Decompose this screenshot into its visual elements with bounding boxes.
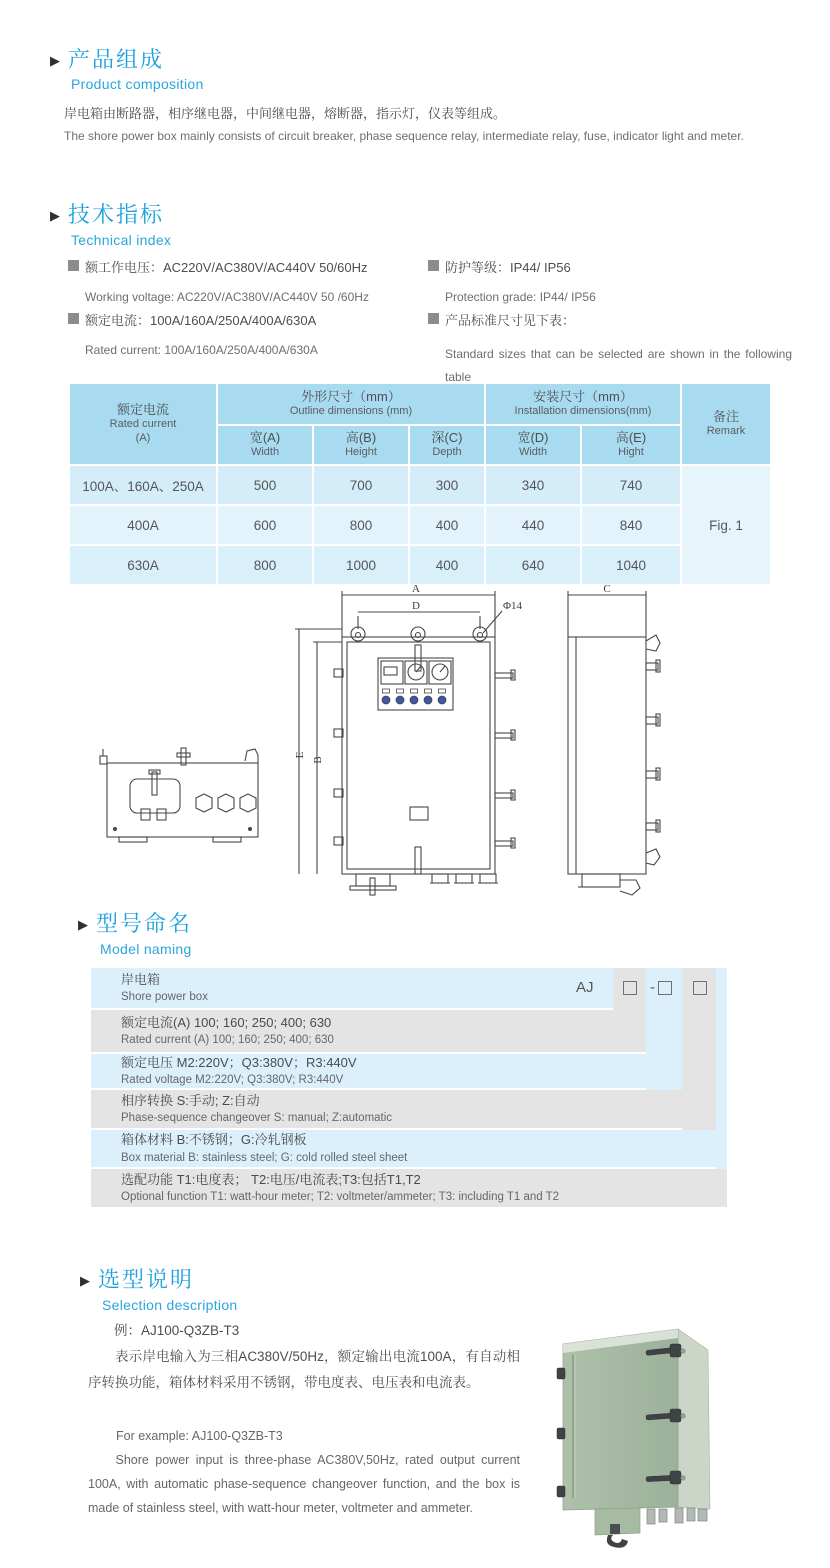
col-header-installation-dimensions: 安装尺寸（mm） Installation dimensions(mm) — [486, 384, 680, 424]
spec-cn: 额工作电压：AC220V/AC380V/AC440V 50/60Hz — [85, 260, 368, 275]
table-row: 100A、160A、250A 500 700 300 340 740 Fig. 1 — [70, 466, 770, 504]
section-model-naming-header — [78, 912, 192, 936]
bottom-view-drawing — [95, 745, 280, 890]
naming-row-rated-current: 额定电流(A) 100; 160; 250; 400; 630 Rated current (A) 100; 160; 250; 400; 630 — [91, 1010, 646, 1052]
subcol-depth-c: 深(C) Depth — [410, 426, 484, 464]
dimensions-table — [68, 382, 772, 586]
section-arrow-icon: ▶ — [80, 1273, 90, 1288]
section-arrow-icon: ▶ — [50, 53, 60, 68]
col-header-rated-current: 额定电流 Rated current (A) — [70, 384, 216, 464]
naming-row-rated-voltage: 额定电压 M2:220V；Q3:380V；R3:440V Rated voltage M2:220V; Q3:380V; R3:440V — [91, 1054, 682, 1088]
section-title-en: Product composition — [71, 76, 204, 92]
code-box-icon — [658, 981, 672, 995]
spec-en: Protection grade: IP44/ IP56 — [445, 290, 596, 304]
naming-row-shore-power-box: 岸电箱 Shore power box — [91, 968, 613, 1008]
section-arrow-icon: ▶ — [78, 917, 88, 932]
section-product-composition-header — [50, 48, 164, 72]
dim-label-e: E — [294, 751, 306, 759]
code-dash: - — [650, 979, 655, 996]
side-view-drawing — [548, 585, 698, 897]
subcol-height-e: 高(E) Hight — [582, 426, 680, 464]
subcol-width-d: 宽(D) Width — [486, 426, 580, 464]
code-box-icon — [693, 981, 707, 995]
naming-row-phase-changeover: 相序转换 S:手动; Z:自动 Phase-sequence changeover S: manual; Z:automatic — [91, 1090, 716, 1128]
section-selection-description-header — [80, 1268, 194, 1292]
dim-label-a: A — [412, 585, 420, 595]
table-row: 630A 800 1000 400 640 1040 — [70, 546, 770, 584]
section-title-en: Technical index — [71, 232, 172, 248]
spec-rated-current — [68, 310, 316, 329]
product-composition-body-cn: 岸电箱由断路器，相序继电器，中间继电器，熔断器，指示灯，仪表等组成。 — [64, 106, 507, 121]
square-bullet-icon — [68, 260, 79, 271]
spec-en: Standard sizes that can be selected are shown in the following table — [445, 347, 792, 384]
col-header-outline-dimensions: 外形尺寸（mm） Outline dimensions (mm) — [218, 384, 484, 424]
remark-cell: Fig. 1 — [682, 466, 770, 584]
selection-body-cn: 表示岸电输入为三相AC380V/50Hz，额定输出电流100A，有自动相序转换功能，箱体材料采用不锈钢，带电度表、电压表和电流表。 — [88, 1349, 520, 1391]
spec-cn: 产品标准尺寸见下表： — [445, 313, 576, 328]
subcol-width-a: 宽(A) Width — [218, 426, 312, 464]
spec-en: Working voltage: AC220V/AC380V/AC440V 50 /60Hz — [85, 290, 369, 304]
model-code-prefix: AJ — [576, 979, 594, 996]
square-bullet-icon — [428, 313, 439, 324]
spec-protection-grade — [428, 257, 571, 276]
spec-cn: 防护等级：IP44/ IP56 — [445, 260, 571, 275]
section-title-cn: 技术指标 — [68, 202, 165, 227]
naming-row-box-material: 箱体材料 B:不锈钢；G:冷轧钢板 Box material B: stainless steel; G: cold rolled steel sheet — [91, 1130, 727, 1167]
square-bullet-icon — [68, 313, 79, 324]
selection-example-cn: 例：AJ100-Q3ZB-T3 — [114, 1323, 240, 1338]
spec-en: Rated current: 100A/160A/250A/400A/630A — [85, 343, 318, 357]
dim-label-phi14: Φ14 — [503, 600, 523, 612]
naming-row-optional-function: 选配功能 T1:电度表； T2:电压/电流表;T3:包括T1,T2 Optional function T1: watt-hour meter; T2: voltmeter/ammeter; T3: including T1 and T2 — [91, 1169, 727, 1207]
section-title-cn: 产品组成 — [68, 47, 165, 72]
square-bullet-icon — [428, 260, 439, 271]
spec-standard-sizes — [428, 310, 575, 329]
section-technical-index-header — [50, 203, 164, 227]
table-row: 400A 600 800 400 440 840 — [70, 506, 770, 544]
dim-label-c: C — [603, 585, 611, 595]
selection-example-en: For example: AJ100-Q3ZB-T3 — [116, 1429, 283, 1443]
section-title-cn: 选型说明 — [98, 1267, 195, 1292]
section-title-en: Selection description — [102, 1297, 238, 1313]
section-arrow-icon: ▶ — [50, 208, 60, 223]
product-photo — [540, 1292, 830, 1568]
col-header-remark: 备注 Remark — [682, 384, 770, 464]
front-view-drawing — [290, 585, 550, 897]
spec-cn: 额定电流：100A/160A/250A/400A/630A — [85, 313, 317, 328]
spec-working-voltage — [68, 257, 368, 276]
section-title-en: Model naming — [100, 941, 192, 957]
product-composition-body-en: The shore power box mainly consists of circuit breaker, phase sequence relay, intermediate relay, fuse, indicator light and meter. — [64, 129, 744, 143]
section-title-cn: 型号命名 — [96, 911, 193, 936]
selection-body-en: Shore power input is three-phase AC380V,50Hz, rated output current 100A, with automatic phase-sequence changeover function, and the box is made of stainless steel, with watt-hour meter, voltmeter and ammeter. — [88, 1453, 520, 1515]
dim-label-d: D — [412, 600, 420, 612]
dim-label-b: B — [312, 756, 324, 764]
subcol-height-b: 高(B) Height — [314, 426, 408, 464]
code-box-icon — [623, 981, 637, 995]
